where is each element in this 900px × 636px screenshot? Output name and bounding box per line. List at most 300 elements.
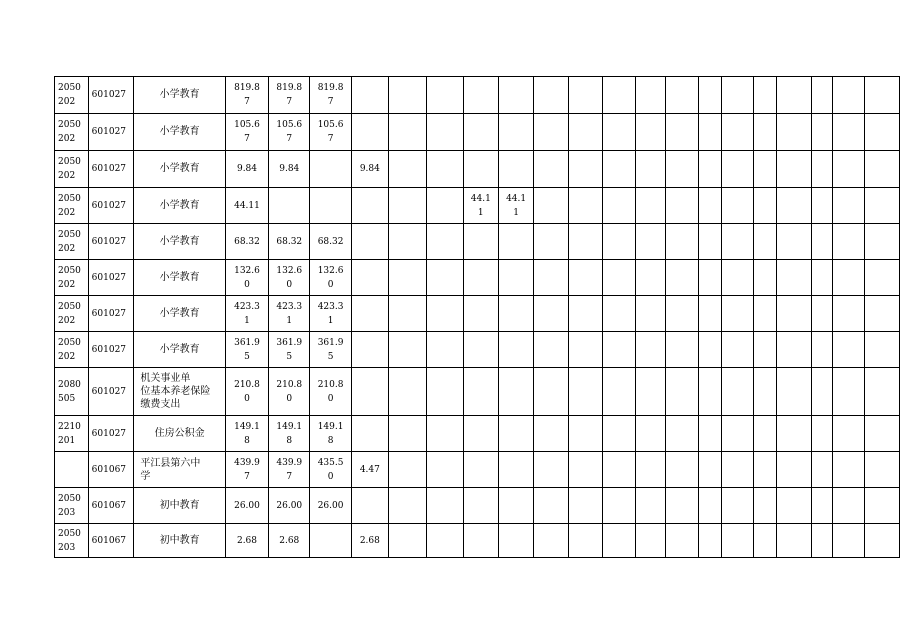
amount-cell	[498, 188, 533, 224]
empty-cell	[865, 151, 900, 188]
amount-cell	[427, 416, 463, 452]
empty-cell	[635, 77, 666, 114]
cell-text: 601027	[91, 344, 127, 355]
cell-text: 初中教育	[159, 499, 200, 511]
cell-text: 601067	[91, 535, 127, 546]
empty-cell	[666, 524, 699, 558]
empty-cell	[635, 332, 666, 368]
empty-cell	[777, 296, 811, 332]
amount-cell	[463, 524, 498, 558]
empty-cell	[698, 488, 721, 524]
amount-cell	[225, 260, 268, 296]
function-code-cell	[55, 452, 89, 488]
cell-text: 初中教育	[159, 534, 200, 546]
cell-text: 601027	[91, 272, 127, 283]
cell-text: 44.11	[234, 200, 260, 211]
empty-cell	[603, 224, 636, 260]
empty-cell	[666, 114, 699, 151]
amount-cell	[225, 77, 268, 114]
empty-cell	[811, 488, 832, 524]
empty-cell	[635, 416, 666, 452]
empty-cell	[754, 260, 777, 296]
empty-cell	[754, 188, 777, 224]
empty-cell	[754, 151, 777, 188]
amount-cell	[463, 114, 498, 151]
amount-cell	[225, 188, 268, 224]
empty-cell	[698, 77, 721, 114]
amount-cell	[225, 452, 268, 488]
cell-text: 9.84	[236, 164, 258, 174]
empty-cell	[721, 332, 754, 368]
amount-cell	[225, 524, 268, 558]
cell-text: 210.8 0	[317, 379, 344, 404]
table-row	[55, 368, 900, 416]
empty-cell	[777, 368, 811, 416]
cell-text: 601027	[91, 386, 127, 397]
amount-cell	[310, 260, 351, 296]
cell-text: 132.6 0	[317, 265, 344, 290]
empty-cell	[754, 416, 777, 452]
empty-cell	[811, 368, 832, 416]
budget-table-body	[55, 77, 900, 558]
empty-cell	[603, 114, 636, 151]
amount-cell	[427, 452, 463, 488]
amount-cell	[269, 452, 310, 488]
cell-text: 819.8 7	[234, 83, 260, 107]
empty-cell	[811, 188, 832, 224]
empty-cell	[865, 224, 900, 260]
amount-cell	[225, 114, 268, 151]
empty-cell	[721, 151, 754, 188]
cell-text: 小学教育	[159, 271, 200, 283]
cell-text: 2050 202	[58, 193, 81, 218]
empty-cell	[666, 416, 699, 452]
amount-cell	[498, 416, 533, 452]
empty-cell	[698, 260, 721, 296]
empty-cell	[777, 524, 811, 558]
amount-cell	[269, 368, 310, 416]
empty-cell	[603, 332, 636, 368]
cell-text: 小学教育	[159, 307, 200, 319]
empty-cell	[388, 188, 426, 224]
function-code-cell	[55, 488, 89, 524]
cell-text: 601027	[91, 236, 127, 247]
empty-cell	[865, 296, 900, 332]
empty-cell	[666, 296, 699, 332]
empty-cell	[666, 332, 699, 368]
empty-cell	[698, 296, 721, 332]
cell-text: 149.1 8	[234, 421, 260, 446]
empty-cell	[777, 416, 811, 452]
amount-cell	[427, 224, 463, 260]
amount-cell	[310, 224, 351, 260]
empty-cell	[635, 524, 666, 558]
empty-cell	[388, 488, 426, 524]
empty-cell	[568, 368, 602, 416]
empty-cell	[666, 77, 699, 114]
empty-cell	[568, 416, 602, 452]
cell-text: 26.00	[234, 500, 260, 511]
amount-cell	[351, 114, 388, 151]
empty-cell	[721, 296, 754, 332]
cell-text: 149.1 8	[317, 421, 344, 446]
cell-text: 361.9 5	[276, 337, 303, 362]
empty-cell	[603, 452, 636, 488]
amount-cell	[269, 77, 310, 114]
amount-cell	[498, 151, 533, 188]
empty-cell	[635, 260, 666, 296]
empty-cell	[635, 452, 666, 488]
item-name-cell	[134, 416, 226, 452]
cell-text: 601027	[91, 308, 127, 319]
empty-cell	[568, 296, 602, 332]
empty-cell	[865, 452, 900, 488]
cell-text: 601027	[91, 90, 127, 100]
cell-text: 2050 202	[58, 157, 81, 181]
function-code-cell	[55, 77, 89, 114]
unit-code-cell	[88, 114, 134, 151]
empty-cell	[388, 224, 426, 260]
empty-cell	[534, 77, 568, 114]
item-name-cell	[134, 260, 226, 296]
empty-cell	[698, 332, 721, 368]
empty-cell	[603, 296, 636, 332]
empty-cell	[635, 151, 666, 188]
amount-cell	[269, 114, 310, 151]
cell-text: 2050 202	[58, 120, 81, 144]
amount-cell	[427, 260, 463, 296]
empty-cell	[832, 524, 865, 558]
empty-cell	[811, 114, 832, 151]
empty-cell	[777, 114, 811, 151]
cell-text: 2050 203	[58, 528, 81, 553]
empty-cell	[534, 224, 568, 260]
cell-text: 住房公积金	[154, 427, 205, 439]
empty-cell	[388, 416, 426, 452]
budget-table	[54, 76, 900, 558]
cell-text: 小学教育	[159, 89, 200, 100]
amount-cell	[463, 77, 498, 114]
cell-text: 小学教育	[159, 126, 200, 137]
function-code-cell	[55, 188, 89, 224]
empty-cell	[698, 151, 721, 188]
empty-cell	[811, 260, 832, 296]
amount-cell	[427, 188, 463, 224]
amount-cell	[427, 524, 463, 558]
empty-cell	[865, 488, 900, 524]
empty-cell	[832, 77, 865, 114]
empty-cell	[832, 488, 865, 524]
item-name-cell	[134, 488, 226, 524]
amount-cell	[351, 224, 388, 260]
unit-code-cell	[88, 488, 134, 524]
empty-cell	[811, 77, 832, 114]
amount-cell	[351, 332, 388, 368]
empty-cell	[832, 332, 865, 368]
empty-cell	[534, 452, 568, 488]
amount-cell	[463, 188, 498, 224]
empty-cell	[666, 488, 699, 524]
empty-cell	[635, 488, 666, 524]
empty-cell	[865, 416, 900, 452]
empty-cell	[721, 77, 754, 114]
amount-cell	[269, 416, 310, 452]
unit-code-cell	[88, 188, 134, 224]
cell-text: 小学教育	[159, 163, 200, 174]
empty-cell	[721, 524, 754, 558]
amount-cell	[351, 368, 388, 416]
amount-cell	[427, 488, 463, 524]
amount-cell	[310, 524, 351, 558]
empty-cell	[865, 524, 900, 558]
function-code-cell	[55, 332, 89, 368]
amount-cell	[498, 524, 533, 558]
cell-text: 601027	[91, 200, 127, 211]
empty-cell	[534, 151, 568, 188]
empty-cell	[388, 260, 426, 296]
empty-cell	[388, 368, 426, 416]
amount-cell	[427, 332, 463, 368]
empty-cell	[777, 224, 811, 260]
empty-cell	[666, 151, 699, 188]
cell-text: 68.32	[317, 236, 344, 247]
item-name-cell	[134, 151, 226, 188]
empty-cell	[865, 77, 900, 114]
cell-text: 小学教育	[159, 199, 200, 211]
empty-cell	[698, 416, 721, 452]
cell-text: 26.00	[276, 500, 303, 511]
amount-cell	[310, 332, 351, 368]
cell-text: 44.1 1	[470, 193, 491, 218]
cell-text: 4.47	[359, 464, 380, 475]
empty-cell	[698, 368, 721, 416]
amount-cell	[498, 114, 533, 151]
unit-code-cell	[88, 332, 134, 368]
empty-cell	[865, 188, 900, 224]
empty-cell	[721, 188, 754, 224]
table-row	[55, 296, 900, 332]
amount-cell	[269, 151, 310, 188]
cell-text: 小学教育	[159, 343, 200, 355]
amount-cell	[498, 224, 533, 260]
cell-text: 105.6 7	[317, 120, 344, 144]
cell-text: 平江县第六中 学	[140, 457, 201, 482]
empty-cell	[811, 332, 832, 368]
empty-cell	[777, 332, 811, 368]
empty-cell	[568, 114, 602, 151]
table-row	[55, 524, 900, 558]
amount-cell	[269, 224, 310, 260]
cell-text: 9.84	[359, 164, 380, 174]
amount-cell	[310, 488, 351, 524]
cell-text: 601027	[91, 127, 127, 137]
amount-cell	[225, 368, 268, 416]
amount-cell	[269, 524, 310, 558]
empty-cell	[721, 452, 754, 488]
amount-cell	[225, 151, 268, 188]
empty-cell	[568, 260, 602, 296]
empty-cell	[865, 114, 900, 151]
table-row	[55, 224, 900, 260]
empty-cell	[811, 151, 832, 188]
item-name-cell	[134, 524, 226, 558]
empty-cell	[534, 524, 568, 558]
unit-code-cell	[88, 452, 134, 488]
empty-cell	[754, 488, 777, 524]
cell-text: 601067	[91, 464, 127, 475]
amount-cell	[498, 296, 533, 332]
function-code-cell	[55, 224, 89, 260]
amount-cell	[498, 368, 533, 416]
empty-cell	[698, 524, 721, 558]
empty-cell	[603, 151, 636, 188]
item-name-cell	[134, 188, 226, 224]
empty-cell	[832, 114, 865, 151]
empty-cell	[832, 188, 865, 224]
cell-text: 361.9 5	[317, 337, 344, 362]
empty-cell	[754, 224, 777, 260]
empty-cell	[388, 77, 426, 114]
amount-cell	[225, 416, 268, 452]
unit-code-cell	[88, 224, 134, 260]
amount-cell	[498, 77, 533, 114]
amount-cell	[310, 368, 351, 416]
empty-cell	[635, 368, 666, 416]
amount-cell	[351, 488, 388, 524]
cell-text: 423.3 1	[276, 301, 303, 326]
unit-code-cell	[88, 416, 134, 452]
amount-cell	[351, 452, 388, 488]
cell-text: 149.1 8	[276, 421, 303, 446]
amount-cell	[463, 260, 498, 296]
empty-cell	[865, 368, 900, 416]
empty-cell	[666, 260, 699, 296]
empty-cell	[568, 224, 602, 260]
empty-cell	[635, 188, 666, 224]
function-code-cell	[55, 416, 89, 452]
amount-cell	[351, 188, 388, 224]
cell-text: 2050 202	[58, 229, 81, 254]
cell-text: 819.8 7	[276, 83, 303, 107]
item-name-cell	[134, 296, 226, 332]
empty-cell	[568, 488, 602, 524]
empty-cell	[698, 224, 721, 260]
empty-cell	[534, 368, 568, 416]
cell-text: 44.1 1	[506, 193, 527, 218]
empty-cell	[754, 114, 777, 151]
cell-text: 2050 202	[58, 265, 81, 290]
empty-cell	[832, 296, 865, 332]
empty-cell	[721, 368, 754, 416]
empty-cell	[534, 188, 568, 224]
empty-cell	[666, 188, 699, 224]
amount-cell	[427, 114, 463, 151]
cell-text: 210.8 0	[276, 379, 303, 404]
cell-text: 2050 202	[58, 337, 81, 362]
cell-text: 439.9 7	[234, 457, 260, 482]
amount-cell	[269, 488, 310, 524]
empty-cell	[777, 77, 811, 114]
cell-text: 68.32	[234, 236, 260, 247]
empty-cell	[754, 296, 777, 332]
cell-text: 132.6 0	[234, 265, 260, 290]
empty-cell	[832, 452, 865, 488]
empty-cell	[388, 151, 426, 188]
function-code-cell	[55, 368, 89, 416]
amount-cell	[351, 416, 388, 452]
amount-cell	[310, 151, 351, 188]
empty-cell	[666, 368, 699, 416]
amount-cell	[225, 488, 268, 524]
table-row	[55, 488, 900, 524]
amount-cell	[427, 151, 463, 188]
amount-cell	[310, 188, 351, 224]
empty-cell	[811, 224, 832, 260]
amount-cell	[225, 224, 268, 260]
empty-cell	[635, 296, 666, 332]
amount-cell	[351, 524, 388, 558]
amount-cell	[427, 77, 463, 114]
amount-cell	[310, 77, 351, 114]
function-code-cell	[55, 260, 89, 296]
empty-cell	[754, 77, 777, 114]
cell-text: 68.32	[276, 236, 303, 247]
cell-text: 819.8 7	[317, 83, 344, 107]
empty-cell	[603, 416, 636, 452]
table-row	[55, 77, 900, 114]
cell-text: 2050 203	[58, 493, 81, 518]
cell-text: 2.68	[236, 535, 258, 546]
cell-text: 26.00	[317, 500, 344, 511]
unit-code-cell	[88, 524, 134, 558]
cell-text: 105.6 7	[276, 120, 303, 144]
cell-text: 小学教育	[159, 235, 200, 247]
amount-cell	[498, 488, 533, 524]
empty-cell	[811, 452, 832, 488]
empty-cell	[754, 452, 777, 488]
cell-text: 423.3 1	[234, 301, 260, 326]
item-name-cell	[134, 114, 226, 151]
amount-cell	[225, 332, 268, 368]
empty-cell	[832, 151, 865, 188]
table-row	[55, 151, 900, 188]
amount-cell	[269, 188, 310, 224]
amount-cell	[225, 296, 268, 332]
amount-cell	[269, 332, 310, 368]
unit-code-cell	[88, 368, 134, 416]
amount-cell	[310, 296, 351, 332]
empty-cell	[698, 452, 721, 488]
cell-text: 2.68	[279, 535, 300, 546]
amount-cell	[351, 296, 388, 332]
amount-cell	[463, 452, 498, 488]
amount-cell	[310, 452, 351, 488]
cell-text: 132.6 0	[276, 265, 303, 290]
cell-text: 361.9 5	[234, 337, 260, 362]
amount-cell	[463, 488, 498, 524]
amount-cell	[498, 332, 533, 368]
cell-text: 439.9 7	[276, 457, 303, 482]
empty-cell	[777, 488, 811, 524]
amount-cell	[463, 296, 498, 332]
cell-text: 601067	[91, 500, 127, 511]
cell-text: 601027	[91, 164, 127, 174]
empty-cell	[811, 416, 832, 452]
empty-cell	[534, 296, 568, 332]
empty-cell	[388, 296, 426, 332]
amount-cell	[427, 296, 463, 332]
amount-cell	[351, 77, 388, 114]
